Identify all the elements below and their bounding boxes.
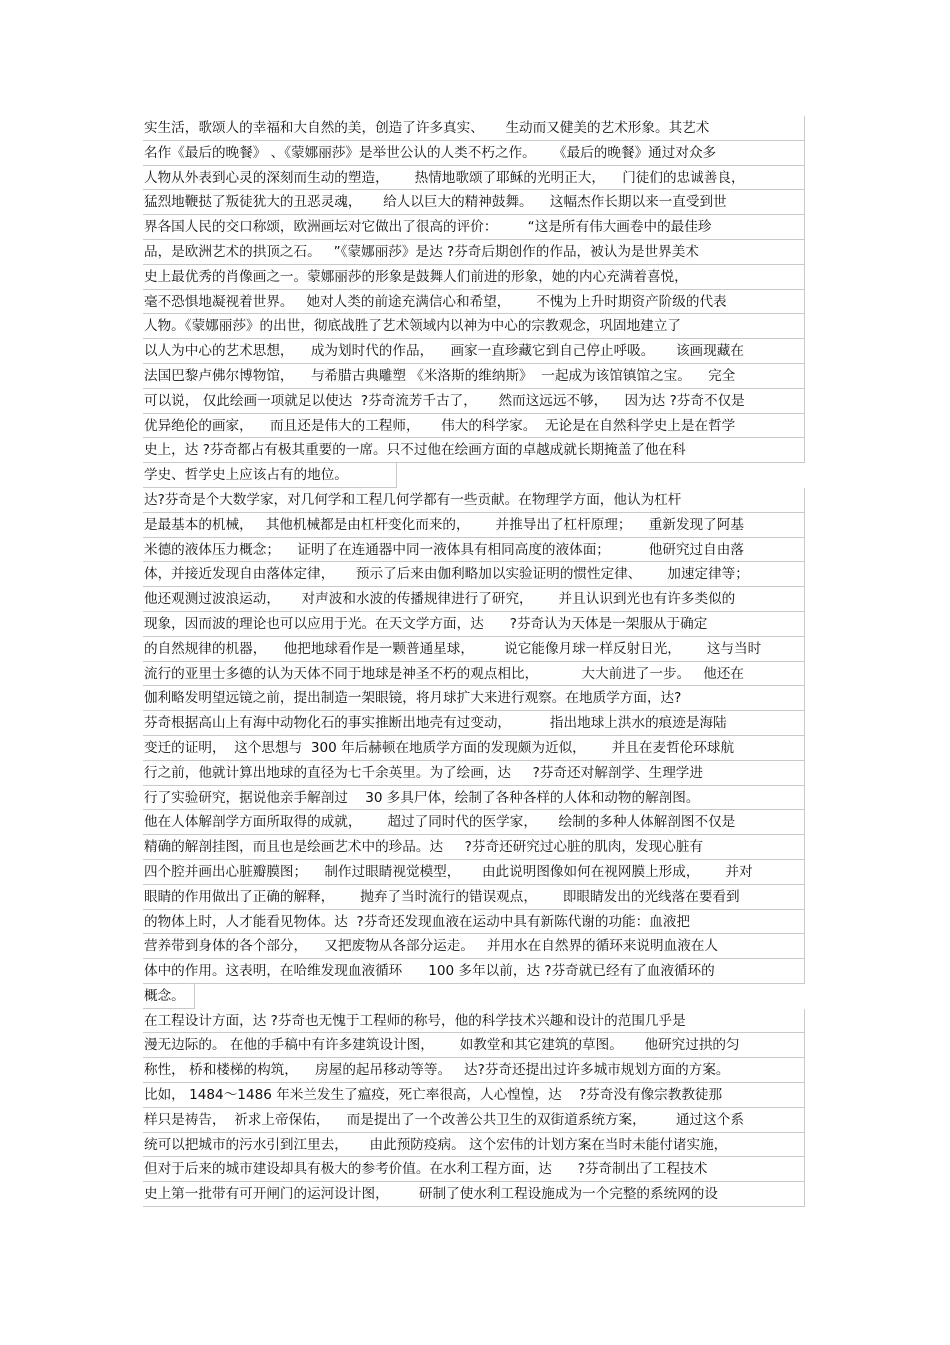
text-line: 的物体上时，人才能看见物体。达 ?芬奇还发现血液在运动中具有新陈代谢的功能：血液把 <box>143 910 805 935</box>
text-line: 现象，因而波的理论也可以应用于光。在天文学方面，达 ?芬奇认为天体是一架服从于确定 <box>143 612 805 637</box>
text-line: 样只是祷告， 祈求上帝保佑， 而是提出了一个改善公共卫生的双街道系统方案， 通过这个系 <box>143 1108 805 1133</box>
text-line: 营养带到身体的各个部分， 又把废物从各部分运走。 并用水在自然界的循环来说明血液在人 <box>143 934 805 959</box>
text-line: 概念。 <box>143 984 195 1009</box>
text-line: 学史、哲学史上应该占有的地位。 <box>143 463 397 488</box>
text-line: 四个腔并画出心脏瓣膜图； 制作过眼睛视觉模型， 由此说明图像如何在视网膜上形成， 并对 <box>143 860 805 885</box>
text-line: 是最基本的机械， 其他机械都是由杠杆变化而来的， 并推导出了杠杆原理； 重新发现了阿基 <box>143 513 805 538</box>
text-line: 史上第一批带有可开闸门的运河设计图， 研制了使水利工程设施成为一个完整的系统网的设 <box>143 1182 805 1207</box>
text-line: 可以说， 仅此绘画一项就足以使达 ?芬奇流芳千古了， 然而这远远不够， 因为达 ?芬奇不仅是 <box>143 389 805 414</box>
text-line: 达?芬奇是个大数学家，对几何学和工程几何学都有一些贡献。在物理学方面，他认为杠杆 <box>143 488 805 513</box>
text-line: 流行的亚里士多德的认为天体不同于地球是神圣不朽的观点相比， 大大前进了一步。 他还在 <box>143 662 805 687</box>
text-line: 称性， 桥和楼梯的构筑， 房屋的起吊移动等等。 达?芬奇还提出过许多城市规划方面的方案。 <box>143 1058 805 1083</box>
text-line: 在工程设计方面，达 ?芬奇也无愧于工程师的称号，他的科学技术兴趣和设计的范围几乎是 <box>143 1009 805 1034</box>
text-line: 行了实验研究，据说他亲手解剖过 30 多具尸体，绘制了各种各样的人体和动物的解剖图。 <box>143 786 805 811</box>
text-line: 优异绝伦的画家， 而且还是伟大的工程师， 伟大的科学家。 无论是在自然科学史上是在哲学 <box>143 414 805 439</box>
text-line: 史上最优秀的肖像画之一。蒙娜丽莎的形象是鼓舞人们前进的形象，她的内心充满着喜悦， <box>143 265 805 290</box>
text-line: 眼睛的作用做出了正确的解释， 抛弃了当时流行的错误观点， 即眼睛发出的光线落在要看到 <box>143 885 805 910</box>
text-line: 但对于后来的城市建设却具有极大的参考价值。在水利工程方面，达 ?芬奇制出了工程技术 <box>143 1157 805 1182</box>
text-line: 行之前，他就计算出地球的直径为七千余英里。为了绘画，达 ?芬奇还对解剖学、生理学进 <box>143 761 805 786</box>
text-line: 界各国人民的交口称颂，欧洲画坛对它做出了很高的评价： “这是所有伟大画卷中的最佳珍 <box>143 215 805 240</box>
text-line: 体，并接近发现自由落体定律， 预示了后来由伽利略加以实验证明的惯性定律、 加速定律等； <box>143 562 805 587</box>
text-line: 猛烈地鞭挞了叛徒犹大的丑恶灵魂， 给人以巨大的精神鼓舞。 这幅杰作长期以来一直受到世 <box>143 190 805 215</box>
text-line: 变迁的证明， 这个思想与 300 年后赫顿在地质学方面的发现颇为近似， 并且在麦哲伦环球航 <box>143 736 805 761</box>
text-line: 精确的解剖挂图，而且也是绘画艺术中的珍品。达 ?芬奇还研究过心脏的肌肉，发现心脏有 <box>143 835 805 860</box>
text-line: 他在人体解剖学方面所取得的成就， 超过了同时代的医学家， 绘制的多种人体解剖图不仅是 <box>143 810 805 835</box>
text-line: 实生活，歌颂人的幸福和大自然的美，创造了许多真实、 生动而又健美的艺术形象。其艺术 <box>143 116 805 141</box>
text-line: 史上，达 ?芬奇都占有极其重要的一席。只不过他在绘画方面的卓越成就长期掩盖了他在科 <box>143 438 805 463</box>
text-line: 毫不恐惧地凝视着世界。 她对人类的前途充满信心和希望， 不愧为上升时期资产阶级的代表 <box>143 290 805 315</box>
text-line: 漫无边际的。 在他的手稿中有许多建筑设计图， 如教堂和其它建筑的草图。 他研究过拱的匀 <box>143 1033 805 1058</box>
text-line: 体中的作用。这表明，在哈维发现血液循环 100 多年以前，达 ?芬奇就已经有了血液循环的 <box>143 959 805 984</box>
text-line: 品，是欧洲艺术的拱顶之石。 ”《蒙娜丽莎》是达 ?芬奇后期创作的作品，被认为是世界美术 <box>143 240 805 265</box>
text-line: 芬奇根据高山上有海中动物化石的事实推断出地壳有过变动， 指出地球上洪水的痕迹是海陆 <box>143 711 805 736</box>
text-line: 法国巴黎卢佛尔博物馆， 与希腊古典雕塑 《米洛斯的维纳斯》 一起成为该馆镇馆之宝。 完全 <box>143 364 805 389</box>
text-line: 人物。《蒙娜丽莎》的出世，彻底战胜了艺术领域内以神为中心的宗教观念，巩固地建立了 <box>143 314 805 339</box>
text-line: 人物从外表到心灵的深刻而生动的塑造， 热情地歌颂了耶稣的光明正大， 门徒们的忠诚善良， <box>143 166 805 191</box>
text-line: 名作《最后的晚餐》 、《蒙娜丽莎》是举世公认的人类不朽之作。 《最后的晚餐》通过对众多 <box>143 141 805 166</box>
article-body <box>143 116 807 1207</box>
text-line: 以人为中心的艺术思想， 成为划时代的作品， 画家一直珍藏它到自己停止呼吸。 该画现藏在 <box>143 339 805 364</box>
text-line: 米德的液体压力概念； 证明了在连通器中同一液体具有相同高度的液体面； 他研究过自由落 <box>143 538 805 563</box>
text-line: 统可以把城市的污水引到江里去， 由此预防疫病。 这个宏伟的计划方案在当时未能付诸实施， <box>143 1133 805 1158</box>
text-line: 他还观测过波浪运动， 对声波和水波的传播规律进行了研究， 并且认识到光也有许多类似的 <box>143 587 805 612</box>
text-line: 比如， 1484～1486 年米兰发生了瘟疫，死亡率很高，人心惶惶，达 ?芬奇没有像宗教教徒那 <box>143 1083 805 1108</box>
text-line: 伽利略发明望远镜之前，提出制造一架眼镜，将月球扩大来进行观察。在地质学方面，达? <box>143 686 805 711</box>
text-line: 的自然规律的机器， 他把地球看作是一颗普通星球， 说它能像月球一样反射日光， 这与当时 <box>143 637 805 662</box>
